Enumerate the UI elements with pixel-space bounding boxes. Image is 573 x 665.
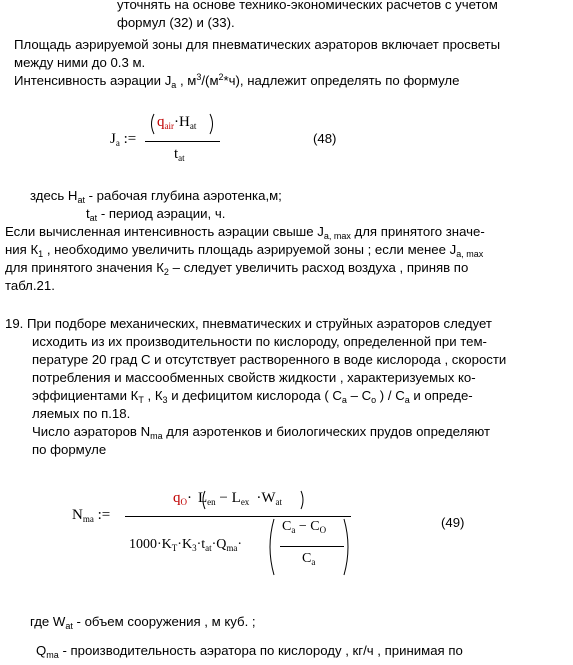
subscript: a xyxy=(171,80,177,90)
subscript: ma xyxy=(82,514,94,524)
subscript: O xyxy=(180,497,187,507)
formula-symbol: ·t xyxy=(196,537,206,552)
formula-numerator xyxy=(157,114,196,131)
formula-symbol: 1000·K xyxy=(129,537,172,552)
formula-symbol: q xyxy=(157,114,165,130)
subscript: a xyxy=(341,395,347,405)
text-span: /(м xyxy=(201,73,219,88)
subscript: a xyxy=(311,557,316,567)
subscript: at xyxy=(65,621,73,631)
dot-operator: · xyxy=(256,490,262,506)
text-span: , необходимо увеличить площадь аэрируемой зоны ; если менее J xyxy=(43,242,457,257)
formula-lhs xyxy=(72,507,110,524)
subscript: a xyxy=(115,138,120,148)
text-line xyxy=(30,614,256,630)
subscript: O xyxy=(319,525,327,535)
text-line: формул (32) и (33). xyxy=(117,15,235,30)
text-span: - рабочая глубина аэротенка,м; xyxy=(84,188,282,203)
text-span: Число аэраторов N xyxy=(32,424,151,439)
superscript: 2 xyxy=(218,72,224,82)
subscript: o xyxy=(371,395,377,405)
text-line: Площадь аэрируемой зоны для пневматических аэраторов включает просветы xyxy=(14,37,501,52)
text-line xyxy=(32,424,490,440)
text-span: Q xyxy=(36,643,47,658)
subscript: 1 xyxy=(38,249,44,259)
text-span: где W xyxy=(30,614,66,629)
formula-lhs xyxy=(110,131,136,148)
subscript: 3 xyxy=(192,543,197,553)
fraction-bar xyxy=(145,141,220,142)
formula-symbol: t xyxy=(174,146,179,162)
subscript: a xyxy=(291,525,296,535)
formula-symbol: N xyxy=(72,507,83,523)
text-line: уточнять на основе технико-экономических расчетов с учетом xyxy=(117,0,498,12)
subscript: ma xyxy=(150,431,163,441)
text-line: потребления и массообменных свойств жидкости , характеризуемых ко- xyxy=(32,370,476,385)
equation-number: (48) xyxy=(313,131,337,146)
subscript: at xyxy=(189,121,197,131)
formula-symbol: q xyxy=(173,490,181,506)
formula-symbol: W xyxy=(261,490,276,506)
text-span: , м xyxy=(176,73,197,88)
text-line xyxy=(30,188,282,204)
formula-numerator xyxy=(173,490,282,507)
text-span: Если вычисленная интенсивность аэрации свыше J xyxy=(5,224,324,239)
text-line: 19. При подборе механических, пневматических и струйных аэраторов следует xyxy=(5,316,492,331)
inner-numerator xyxy=(282,519,326,535)
text-span: , К xyxy=(143,388,163,403)
subscript: at xyxy=(178,153,185,163)
text-line: пературе 20 град С и отсутствует растворенного в воде кислорода , скорости xyxy=(32,352,507,367)
subscript: at xyxy=(89,213,98,223)
minus-operator: − xyxy=(219,490,228,506)
text-span: ния К xyxy=(5,242,39,257)
subscript: at xyxy=(275,497,282,507)
formula-symbol: C xyxy=(282,519,292,534)
subscript: 2 xyxy=(163,267,169,277)
inner-denominator xyxy=(302,551,315,567)
text-line: между ними до 0.3 м. xyxy=(14,55,146,70)
text-span: для аэротенков и биологических прудов определяют xyxy=(162,424,491,439)
text-span: - объем сооружения , м куб. ; xyxy=(72,614,256,629)
subscript: ma xyxy=(226,543,238,553)
formula-denominator xyxy=(174,146,185,163)
text-span: - период аэрации, ч. xyxy=(97,206,226,221)
text-line: исходить из их производительности по кислороду, определенной при тем- xyxy=(32,334,487,349)
dot-operator: · xyxy=(174,114,179,130)
subscript: a, max xyxy=(456,249,484,259)
text-span: - производительность аэратора по кислороду , кг/ч , принимая по xyxy=(58,643,463,658)
subscript: a, max xyxy=(323,231,351,241)
text-line xyxy=(5,260,468,276)
formula-symbol: J xyxy=(110,131,116,147)
formula-symbol: C xyxy=(302,551,312,566)
assign-operator: := xyxy=(123,131,137,147)
text-line xyxy=(36,643,463,659)
text-span: *ч), надлежит определять по формуле xyxy=(223,73,460,88)
text-span: – следует увеличить расход воздуха , приняв по xyxy=(168,260,469,275)
text-span: для принятого значе- xyxy=(350,224,485,239)
formula-symbol: H xyxy=(179,114,190,130)
superscript: 3 xyxy=(196,72,202,82)
subscript: air xyxy=(164,121,174,131)
text-span: t xyxy=(86,206,90,221)
text-line: табл.21. xyxy=(5,278,55,293)
text-span: – С xyxy=(346,388,372,403)
formula-symbol: ·Q xyxy=(211,537,227,552)
text-span: эффициентами К xyxy=(32,388,139,403)
text-line xyxy=(5,242,483,258)
subscript: a xyxy=(404,395,410,405)
formula-denominator xyxy=(129,537,242,553)
subscript: at xyxy=(77,195,85,205)
text-line: по формуле xyxy=(32,442,107,457)
text-span: здесь H xyxy=(30,188,78,203)
text-line xyxy=(32,388,473,404)
subscript: T xyxy=(138,395,144,405)
text-span: ) / С xyxy=(376,388,405,403)
minus-operator: − xyxy=(295,519,311,534)
formula-symbol: C xyxy=(310,519,320,534)
subscript: ex xyxy=(240,497,250,507)
dot-operator: · xyxy=(237,537,243,552)
formula-symbol: L xyxy=(231,490,241,506)
text-line xyxy=(14,73,459,89)
assign-operator: := xyxy=(97,507,111,523)
formula-symbol: ·K xyxy=(177,537,193,552)
text-span: и опреде- xyxy=(409,388,473,403)
equation-number: (49) xyxy=(441,515,465,530)
formula-symbol: L xyxy=(198,490,208,506)
text-line xyxy=(5,224,485,240)
subscript: en xyxy=(207,497,216,507)
dot-operator: · xyxy=(187,490,192,506)
text-span: Интенсивность аэрации J xyxy=(14,73,172,88)
text-span: и дефицитом кислорода ( С xyxy=(167,388,342,403)
subscript: at xyxy=(205,543,212,553)
text-span: для принятого значения К xyxy=(5,260,164,275)
subscript: ma xyxy=(46,650,59,660)
subscript: T xyxy=(171,543,178,553)
text-line xyxy=(86,206,225,222)
text-line: ляемых по п.18. xyxy=(32,406,131,421)
subscript: 3 xyxy=(162,395,168,405)
fraction-bar xyxy=(280,546,344,547)
